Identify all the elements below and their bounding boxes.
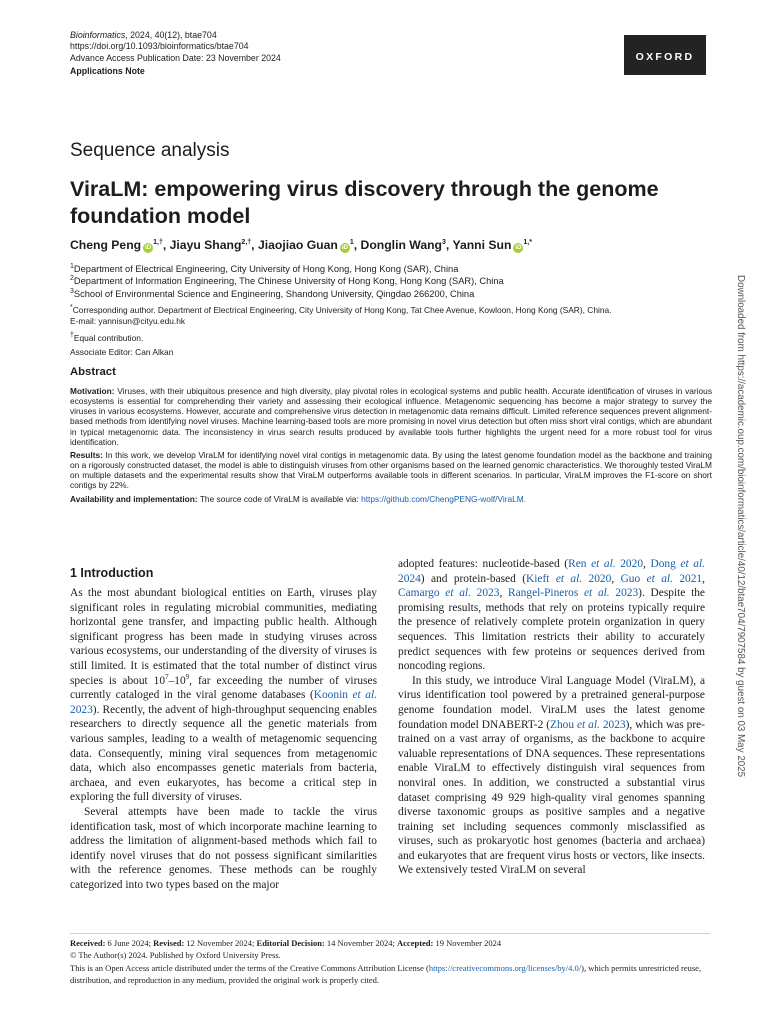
text: , xyxy=(643,558,651,570)
accepted-date: 19 November 2024 xyxy=(435,938,502,948)
associate-editor: Associate Editor: Can Alkan xyxy=(70,347,174,357)
author-affil: 3 xyxy=(442,238,446,246)
license-link[interactable]: https://creativecommons.org/licenses/by/4.0/ xyxy=(428,962,582,973)
accepted-label: Accepted: xyxy=(397,938,434,948)
text: In this study, we introduce Viral Language Model (ViraLM), a virus identification tool powered by a pretrained general-purpose genome foundation model. ViraLM uses the latest genome foundation model DNABERT-2 ( xyxy=(398,674,705,731)
affil-num: 2 xyxy=(70,275,74,283)
citation-link[interactable]: Kieft et al. 2020 xyxy=(526,572,612,585)
exponent: 7 xyxy=(165,672,169,681)
decision-label: Editorial Decision: xyxy=(256,938,325,948)
text: As the most abundant biological entities on Earth, viruses play significant roles in regulating microbial communities, mediating horizontal gene transfer, and impacting public health. Although significant progress has been made in studying viruses across various ecosystems, our understanding of the diversity of viruses is still limited. It is estimated that the total number of distinct virus species is about 10 xyxy=(70,587,377,687)
dagger-mark: † xyxy=(70,332,74,340)
orcid-icon[interactable]: iD xyxy=(515,245,522,251)
article-footer xyxy=(70,937,710,986)
github-link[interactable]: https://github.com/ChengPENG-wolf/ViraLM. xyxy=(361,493,527,504)
author-name: Jiaojiao Guan xyxy=(257,238,338,252)
affiliation xyxy=(70,288,504,300)
results-text: In this work, we develop ViraLM for identifying novel viral contigs in metagenomic data. By using the latest genome foundation model as the backbone and training on a rigorously constructed dataset, the model is able to distinguish viruses from other organisms based on the learned genomic characteristics. We thoroughly tested ViraLM on multiple datasets and the experimental results show that ViraLM outperforms available tools in different scenarios. In particular, ViraLM improves the F1-score on short contigs by 22%. xyxy=(70,449,713,491)
abstract-availability xyxy=(70,494,712,504)
copyright: © The Author(s) 2024. Published by Oxford University Press. xyxy=(70,950,281,961)
abstract-motivation xyxy=(70,386,712,447)
section-label: Sequence analysis xyxy=(70,140,230,161)
revised-label: Revised: xyxy=(153,938,185,948)
doi-link[interactable]: https://doi.org/10.1093/bioinformatics/btae704 xyxy=(70,41,249,52)
results-label: Results: xyxy=(70,449,103,460)
section-heading: 1 Introduction xyxy=(70,566,154,580)
orcid-icon[interactable]: iD xyxy=(341,245,348,251)
text: , xyxy=(702,572,705,585)
availability-label: Availability and implementation: xyxy=(70,493,198,504)
received-label: Received: xyxy=(70,938,106,948)
author-affil: 1 xyxy=(349,238,354,246)
article-type: Applications Note xyxy=(70,66,145,77)
license-text: This is an Open Access article distributed under the terms of the Creative Commons Attribution License ( xyxy=(70,962,429,973)
affil-num: 1 xyxy=(70,262,74,270)
citation-line xyxy=(70,30,281,41)
abstract-heading: Abstract xyxy=(70,366,116,378)
license xyxy=(70,962,710,987)
download-notice-text: Downloaded from https://academic.oup.com/bioinformatics/article/40/12/btae704/7907584 by guest on 03 May 2025 xyxy=(735,275,746,778)
motivation-label: Motivation: xyxy=(70,386,115,396)
availability-text: The source code of ViraLM is available via: xyxy=(199,493,359,504)
affiliation xyxy=(70,275,504,287)
citation-link[interactable]: Camargo et al. 2023 xyxy=(398,587,500,600)
citation-link[interactable]: Koonin et al. 2023 xyxy=(70,689,377,716)
motivation-text: Viruses, with their ubiquitous presence and high diversity, play pivotal roles in ecological systems and public health. Accurate identification of viruses in various ecosystems is essential for comprehending their variety and assessing their ecological influence. Metagenomic sequencing has become a major strategy to survey the viruses in various ecosystems. However, accurate and comprehensive virus detection in metagenomic data remains difficult. Limited reference sequences prevent alignment-based methods from identifying novel viruses. Machine learning-based tools are more promising in novel virus detection but often miss short viral contigs, which are abundant in typical metagenomic data. The inconsistency in virus search results produced by available tools further highlights the urgent need for a more robust tool for virus identification. xyxy=(70,386,712,447)
affil-text: Department of Electrical Engineering, City University of Hong Kong, Hong Kong (SAR), China xyxy=(73,264,459,274)
affil-num: 3 xyxy=(70,287,74,295)
affil-text: Department of Information Engineering, The Chinese University of Hong Kong, Hong Kong (SAR), China xyxy=(73,276,504,287)
journal-name: Bioinformatics xyxy=(70,30,126,40)
citation-link[interactable]: Ren et al. 2020 xyxy=(568,558,644,570)
abstract-results xyxy=(70,450,712,491)
equal-contribution-text: Equal contribution. xyxy=(73,333,144,343)
citation: , 2024, 40(12), btae704 xyxy=(125,30,217,40)
access-date: Advance Access Publication Date: 23 November 2024 xyxy=(70,52,281,63)
citation-link[interactable]: Rangel-Pineros et al. 2023 xyxy=(508,587,639,600)
text: ) and protein-based ( xyxy=(420,572,526,585)
author-affil: 1,† xyxy=(153,238,163,246)
correspondence xyxy=(70,305,710,327)
author-name: Jiayu Shang xyxy=(169,238,242,252)
author-name: Cheng Peng xyxy=(70,238,142,252)
author-affil: 2,† xyxy=(241,238,252,246)
footer-divider xyxy=(70,933,710,934)
orcid-icon[interactable]: iD xyxy=(145,245,152,251)
exponent: 9 xyxy=(185,672,190,681)
decision-date: 14 November 2024; xyxy=(326,938,395,948)
corresponding-author: Corresponding author. Department of Electrical Engineering, City University of Hong Kong, Tat Chee Avenue, Kowloon, Hong Kong (SAR), China. xyxy=(72,305,612,315)
corresponding-email[interactable]: E-mail: yannisun@cityu.edu.hk xyxy=(70,316,186,326)
citation-link[interactable]: Guo et al. 2021 xyxy=(620,572,703,585)
body-column-left xyxy=(70,586,377,892)
affil-text: School of Environmental Science and Engineering, Shandong University, Qingdao 266200, China xyxy=(73,288,475,299)
author-affil: 1,* xyxy=(523,238,532,246)
author-name: Donglin Wang xyxy=(360,238,443,252)
affiliation xyxy=(70,263,504,275)
text: ). Despite the promising results, methods that rely on proteins typically require the presence of relatively complete protein organization in query sequences. This limitation restricts their ability to accurately predict sequences with few proteins or sequences derived from noncoding regions. xyxy=(398,587,705,673)
text: ), which was pre-trained on a vast array of organisms, as the backbone to acquire valuable representations of DNA sequences. These representations enable ViraLM to effectively distinguish viral sequences from nonviral ones. In addition, we constructed a substantial virus dataset comprising 49 929 high-quality viral genomes spanning diverse taxonomic groups as positive samples and a negative training set including sequences commonly misclassified as viruses, such as prokaryotic host genomes (bacteria and archaea) and eukaryotes that are frequent virus hosts or vectors, like insects. We extensively tested ViraLM on several xyxy=(398,718,705,877)
citation-link[interactable]: Zhou et al. 2023 xyxy=(550,718,626,731)
oxford-logo: OXFORD xyxy=(624,35,706,75)
license-text: ), which permits unrestricted reuse, distribution, and reproduction in any medium, provided the original work is properly cited. xyxy=(70,962,702,985)
paragraph: Several attempts have been made to tackle the virus identification task, most of which incorporate machine learning to address the limitation of alignment-based methods which fail to identify novel viruses that do not possess significant similarities with the reference genomes. These methods can be roughly categorized into two types based on the major xyxy=(70,805,377,891)
paragraph xyxy=(398,557,705,674)
author-name: Yanni Sun xyxy=(452,238,512,252)
affiliations xyxy=(70,263,504,300)
abstract xyxy=(70,386,712,507)
received-date: 6 June 2024; xyxy=(107,938,151,948)
equal-contribution xyxy=(70,333,143,343)
text: ). Recently, the advent of high-throughput sequencing enables researchers to directly sequence all the genetic materials from various samples, leading to a wealth of metagenomic sequencing data. Consequently, mining viral sequences from metagenomic data, which also encompasses genetic materials from bacteria, archaea, and even eukaryotes, has become a critical step in exploring the full diversity of viruses. xyxy=(70,703,377,804)
paragraph xyxy=(398,674,705,878)
dates-line xyxy=(70,937,710,949)
text: –10 xyxy=(168,674,186,687)
author-list: Cheng Peng $iD^{1,\dagger}$, Jiayu Shang$^{2,\dagger}$, Jiaojiao Guan $iD^1$, Donglin Wang$^3$, Yanni Sun $iD^{1,*}$ xyxy=(70,238,532,252)
paragraph xyxy=(70,586,377,805)
body-column-right xyxy=(398,557,705,878)
text: , xyxy=(611,572,621,585)
article-header xyxy=(70,30,281,78)
text: , xyxy=(499,587,509,600)
article-title: ViraLM: empowering virus discovery through the genome foundation model xyxy=(70,177,659,228)
asterisk-mark: * xyxy=(70,304,73,312)
revised-date: 12 November 2024; xyxy=(186,938,255,948)
text: , far exceeding the number of viruses currently cataloged in the viral genome databases ( xyxy=(70,674,378,702)
citation-link[interactable]: Dong et al. 2024 xyxy=(398,558,705,585)
text: adopted features: nucleotide-based ( xyxy=(398,558,569,570)
